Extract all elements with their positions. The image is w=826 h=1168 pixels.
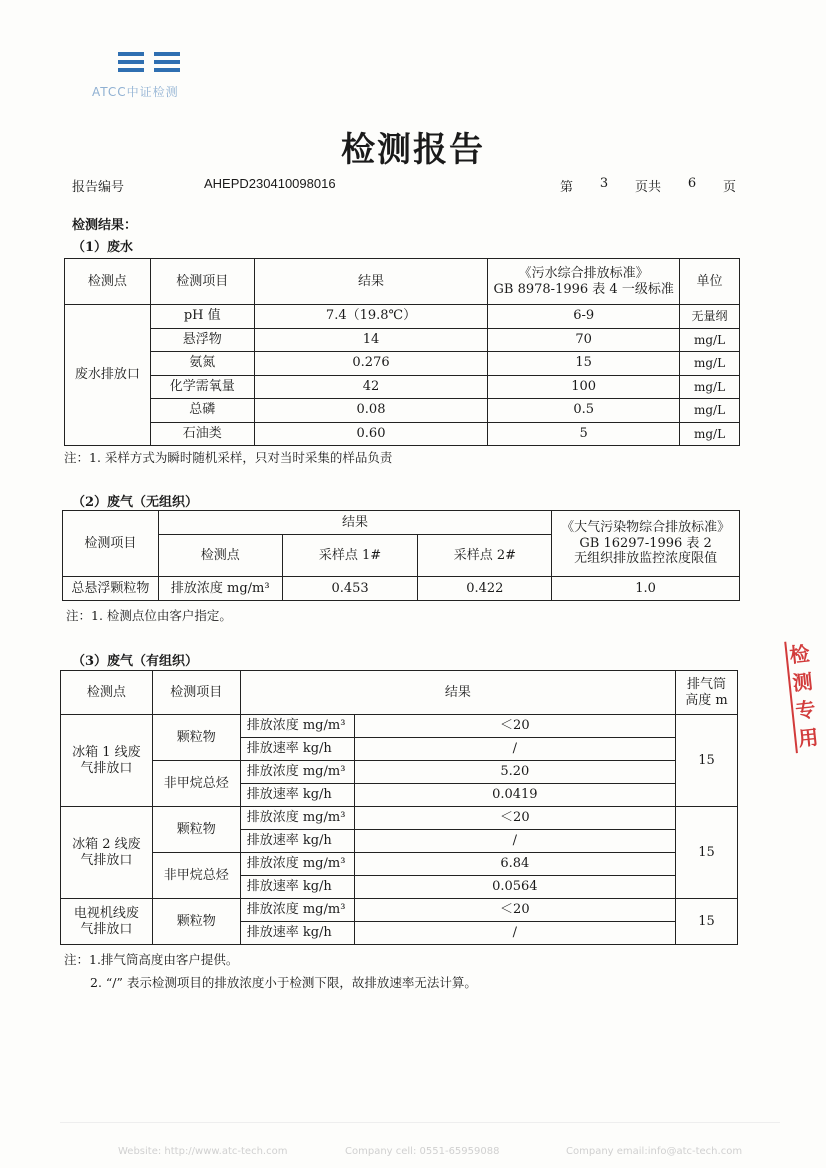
cell-metric-label: 排放速率 kg/h	[240, 738, 354, 761]
cell-item: 悬浮物	[150, 328, 254, 352]
table-row	[65, 352, 740, 376]
cell-value: ＜20	[354, 899, 675, 922]
cell-metric-label: 排放浓度 mg/m³	[240, 807, 354, 830]
cell-item: 非甲烷总烃	[152, 853, 240, 899]
cell-limit: 6-9	[488, 305, 680, 329]
cell-metric-label: 排放速率 kg/h	[240, 830, 354, 853]
cell-metric-label: 排放浓度 mg/m³	[240, 761, 354, 784]
cell-stack-height: 15	[676, 807, 738, 899]
cell-limit: 5	[488, 422, 680, 446]
cell-item: 颗粒物	[152, 715, 240, 761]
f-cell-s1: 0.453	[282, 577, 418, 601]
table-row	[65, 375, 740, 399]
organized-note-1: 注：1.排气筒高度由客户提供。	[64, 952, 239, 967]
wastewater-point: 废水排放口	[65, 305, 151, 446]
report-no-label: 报告编号	[72, 180, 125, 195]
cell-value: 0.0564	[354, 876, 675, 899]
cell-result: 14	[254, 328, 488, 352]
cell-metric-label: 排放浓度 mg/m³	[240, 899, 354, 922]
cell-stack-height: 15	[676, 715, 738, 807]
logo-text: ATCC中证检测	[92, 85, 179, 99]
cell-metric-label: 排放速率 kg/h	[240, 876, 354, 899]
cell-item: 非甲烷总烃	[152, 761, 240, 807]
emission-point: 冰箱 1 线废 气排放口	[61, 715, 153, 807]
header-unit: 单位	[680, 259, 740, 305]
table-row	[61, 853, 738, 876]
emission-point: 冰箱 2 线废 气排放口	[61, 807, 153, 899]
cell-result: 0.60	[254, 422, 488, 446]
cell-unit: mg/L	[680, 399, 740, 423]
footer-email: Company email:info@atc-tech.com	[566, 1146, 743, 1157]
f-cell-item: 总悬浮颗粒物	[63, 577, 159, 601]
cell-limit: 100	[488, 375, 680, 399]
cell-result: 42	[254, 375, 488, 399]
table-row	[65, 328, 740, 352]
f-cell-point: 排放浓度 mg/m³	[158, 577, 282, 601]
cell-unit: mg/L	[680, 352, 740, 376]
report-no: AHEPD230410098016	[204, 176, 336, 191]
header-result: 结果	[254, 259, 488, 305]
fugitive-note: 注：1. 检测点位由客户指定。	[66, 608, 232, 623]
page-title: 检测报告	[341, 130, 485, 170]
header-item: 检测项目	[150, 259, 254, 305]
table-row	[61, 761, 738, 784]
table-row	[61, 807, 738, 830]
organized-heading: （3）废气（有组织）	[72, 654, 199, 669]
cell-metric-label: 排放浓度 mg/m³	[240, 715, 354, 738]
red-seal-stamp: 检 测 专 用	[790, 640, 820, 800]
o-header-height: 排气筒 高度 m	[676, 671, 738, 715]
cell-item: 石油类	[150, 422, 254, 446]
cell-limit: 0.5	[488, 399, 680, 423]
cell-item: 总磷	[150, 399, 254, 423]
company-logo	[118, 52, 180, 78]
cell-item: 氨氮	[150, 352, 254, 376]
f-cell-s2: 0.422	[418, 577, 552, 601]
f-cell-limit: 1.0	[552, 577, 740, 601]
header-standard: 《污水综合排放标准》 GB 8978-1996 表 4 一级标准	[488, 259, 680, 305]
wastewater-heading: （1）废水	[72, 240, 134, 255]
cell-unit: 无量纲	[680, 305, 740, 329]
o-header-item: 检测项目	[152, 671, 240, 715]
f-header-point: 检测点	[158, 535, 282, 577]
wastewater-table	[64, 258, 740, 446]
table-row	[65, 399, 740, 423]
organized-note-2: 2. “/” 表示检测项目的排放浓度小于检测下限，故排放速率无法计算。	[90, 975, 477, 990]
cell-item: pH 值	[150, 305, 254, 329]
cell-limit: 15	[488, 352, 680, 376]
cell-metric-label: 排放速率 kg/h	[240, 922, 354, 945]
f-header-item: 检测项目	[63, 511, 159, 577]
o-header-point: 检测点	[61, 671, 153, 715]
cell-metric-label: 排放速率 kg/h	[240, 784, 354, 807]
cell-unit: mg/L	[680, 422, 740, 446]
fugitive-heading: （2）废气（无组织）	[72, 495, 199, 510]
cell-value: /	[354, 922, 675, 945]
cell-unit: mg/L	[680, 375, 740, 399]
page-info: 第 3 页共 6 页	[560, 176, 736, 195]
table-row	[65, 305, 740, 329]
wastewater-note: 注：1. 采样方式为瞬时随机采样，只对当时采集的样品负责	[64, 450, 393, 465]
header-point: 检测点	[65, 259, 151, 305]
f-header-s1: 采样点 1#	[282, 535, 418, 577]
organized-table	[60, 670, 738, 945]
footer-divider	[60, 1122, 780, 1123]
footer-phone: Company cell: 0551-65959088	[345, 1146, 500, 1157]
f-header-result: 结果	[158, 511, 551, 535]
cell-result: 0.08	[254, 399, 488, 423]
table-row	[61, 715, 738, 738]
f-header-standard: 《大气污染物综合排放标准》 GB 16297-1996 表 2 无组织排放监控浓度限值	[552, 511, 740, 577]
cell-item: 化学需氧量	[150, 375, 254, 399]
o-header-result: 结果	[240, 671, 675, 715]
cell-result: 7.4（19.8℃）	[254, 305, 488, 329]
cell-result: 0.276	[254, 352, 488, 376]
table-row	[65, 422, 740, 446]
cell-value: 0.0419	[354, 784, 675, 807]
cell-unit: mg/L	[680, 328, 740, 352]
cell-value: ＜20	[354, 807, 675, 830]
cell-item: 颗粒物	[152, 807, 240, 853]
results-heading: 检测结果：	[72, 218, 138, 233]
emission-point: 电视机线废 气排放口	[61, 899, 153, 945]
cell-value: 5.20	[354, 761, 675, 784]
table-row	[61, 899, 738, 922]
cell-value: /	[354, 830, 675, 853]
cell-value: ＜20	[354, 715, 675, 738]
footer-website: Website: http://www.atc-tech.com	[118, 1146, 288, 1157]
cell-item: 颗粒物	[152, 899, 240, 945]
cell-value: 6.84	[354, 853, 675, 876]
cell-value: /	[354, 738, 675, 761]
cell-limit: 70	[488, 328, 680, 352]
fugitive-table	[62, 510, 740, 601]
cell-stack-height: 15	[676, 899, 738, 945]
cell-metric-label: 排放浓度 mg/m³	[240, 853, 354, 876]
f-header-s2: 采样点 2#	[418, 535, 552, 577]
